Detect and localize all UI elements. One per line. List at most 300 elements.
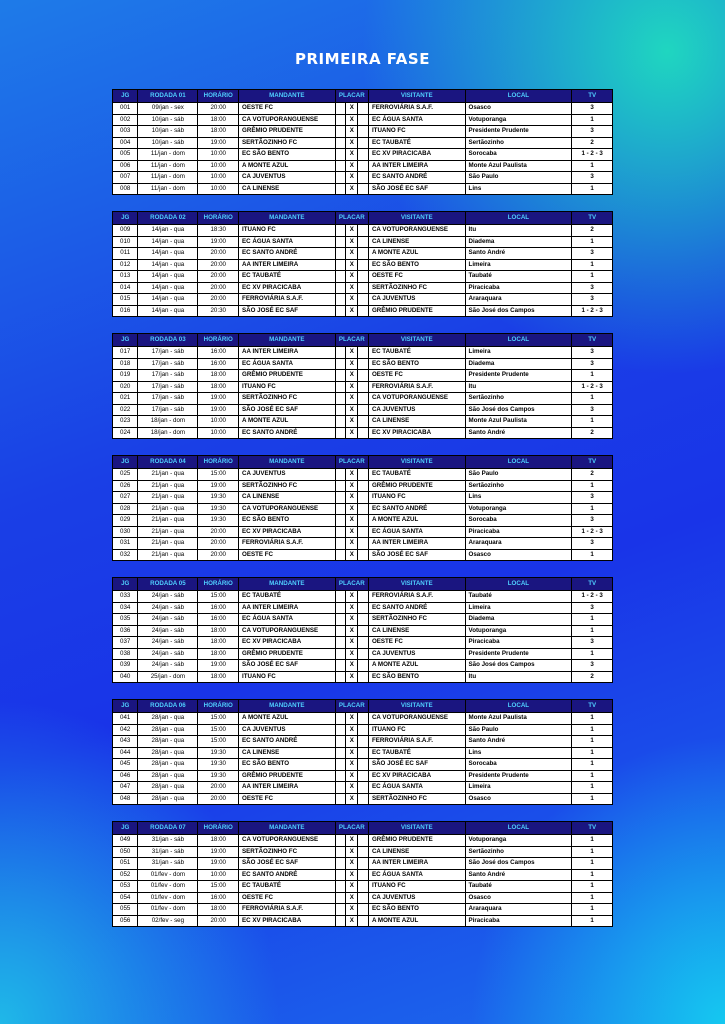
game-date: 28/jan - qua — [138, 725, 197, 736]
header-venue: LOCAL — [466, 578, 572, 590]
home-team: EC SÃO BENTO — [239, 515, 335, 526]
score: X — [336, 725, 368, 736]
round-header-row — [113, 90, 612, 102]
header-time: HORÁRIO — [198, 334, 238, 346]
game-date: 11/jan - dom — [138, 184, 197, 195]
header-tv: TV — [572, 334, 612, 346]
home-team: SÃO JOSÉ EC SAF — [239, 858, 335, 869]
header-time: HORÁRIO — [198, 822, 238, 834]
venue: Sorocaba — [466, 515, 572, 526]
game-row — [113, 725, 612, 736]
round-header-row — [113, 334, 612, 346]
game-date: 14/jan - qua — [138, 225, 197, 236]
game-time: 10:00 — [198, 870, 238, 881]
venue: Sertãozinho — [466, 393, 572, 404]
game-number: 016 — [113, 306, 137, 317]
game-date: 14/jan - qua — [138, 260, 197, 271]
away-team: CA LINENSE — [369, 626, 465, 637]
tv-channels: 1 — [572, 835, 612, 846]
home-team: AA INTER LIMEIRA — [239, 782, 335, 793]
game-time: 10:00 — [198, 184, 238, 195]
away-team: SERTÃOZINHO FC — [369, 283, 465, 294]
game-date: 24/jan - sáb — [138, 614, 197, 625]
venue: Taubaté — [466, 271, 572, 282]
home-team: EC SANTO ANDRÉ — [239, 248, 335, 259]
header-round: RODADA 05 — [138, 578, 197, 590]
game-date: 21/jan - qua — [138, 481, 197, 492]
away-team: EC ÁGUA SANTA — [369, 782, 465, 793]
game-time: 19:00 — [198, 847, 238, 858]
tv-channels: 1 — [572, 771, 612, 782]
away-team: EC SANTO ANDRÉ — [369, 603, 465, 614]
away-team: GRÊMIO PRUDENTE — [369, 835, 465, 846]
score: X — [336, 370, 368, 381]
game-date: 10/jan - sáb — [138, 138, 197, 149]
home-team: EC SÃO BENTO — [239, 149, 335, 160]
tv-channels: 1 — [572, 794, 612, 805]
header-round: RODADA 04 — [138, 456, 197, 468]
game-time: 20:30 — [198, 306, 238, 317]
home-team: EC TAUBATÉ — [239, 271, 335, 282]
game-time: 15:00 — [198, 591, 238, 602]
score: X — [336, 858, 368, 869]
game-time: 15:00 — [198, 725, 238, 736]
score: X — [336, 481, 368, 492]
tv-channels: 2 — [572, 428, 612, 439]
venue: Limeira — [466, 782, 572, 793]
game-time: 19:30 — [198, 748, 238, 759]
home-team: CA VOTUPORANGUENSE — [239, 626, 335, 637]
venue: Monte Azul Paulista — [466, 713, 572, 724]
game-date: 17/jan - sáb — [138, 393, 197, 404]
header-venue: LOCAL — [466, 822, 572, 834]
game-number: 035 — [113, 614, 137, 625]
tv-channels: 1 — [572, 260, 612, 271]
score: X — [336, 538, 368, 549]
game-date: 01/fev - dom — [138, 870, 197, 881]
home-team: EC XV PIRACICABA — [239, 637, 335, 648]
away-team: EC SANTO ANDRÉ — [369, 504, 465, 515]
game-number: 013 — [113, 271, 137, 282]
away-team: SÃO JOSÉ EC SAF — [369, 184, 465, 195]
header-venue: LOCAL — [466, 700, 572, 712]
tv-channels: 1 — [572, 416, 612, 427]
header-venue: LOCAL — [466, 90, 572, 102]
away-team: CA JUVENTUS — [369, 893, 465, 904]
score: X — [336, 614, 368, 625]
round-header-row — [113, 456, 612, 468]
header-score: PLACAR — [336, 456, 368, 468]
home-team: AA INTER LIMEIRA — [239, 603, 335, 614]
tv-channels: 1 - 2 - 3 — [572, 306, 612, 317]
tv-channels: 2 — [572, 469, 612, 480]
score: X — [336, 649, 368, 660]
home-team: GRÊMIO PRUDENTE — [239, 771, 335, 782]
game-date: 18/jan - dom — [138, 428, 197, 439]
home-team: OESTE FC — [239, 103, 335, 114]
game-number: 031 — [113, 538, 137, 549]
game-time: 16:00 — [198, 614, 238, 625]
tv-channels: 1 — [572, 736, 612, 747]
game-row — [113, 294, 612, 305]
tv-channels: 3 — [572, 359, 612, 370]
score: X — [336, 237, 368, 248]
game-number: 026 — [113, 481, 137, 492]
tv-channels: 1 — [572, 184, 612, 195]
score: X — [336, 172, 368, 183]
game-row — [113, 260, 612, 271]
header-time: HORÁRIO — [198, 456, 238, 468]
game-row — [113, 283, 612, 294]
away-team: AA INTER LIMEIRA — [369, 161, 465, 172]
game-date: 21/jan - qua — [138, 469, 197, 480]
game-date: 28/jan - qua — [138, 771, 197, 782]
game-time: 20:00 — [198, 527, 238, 538]
tv-channels: 1 — [572, 881, 612, 892]
game-number: 007 — [113, 172, 137, 183]
header-round: RODADA 02 — [138, 212, 197, 224]
game-date: 01/fev - dom — [138, 881, 197, 892]
tv-channels: 1 — [572, 893, 612, 904]
game-row — [113, 149, 612, 160]
venue: Osasco — [466, 794, 572, 805]
game-row — [113, 538, 612, 549]
home-team: SERTÃOZINHO FC — [239, 847, 335, 858]
game-number: 010 — [113, 237, 137, 248]
venue: São José dos Campos — [466, 306, 572, 317]
tv-channels: 1 — [572, 115, 612, 126]
venue: Sertãozinho — [466, 847, 572, 858]
tv-channels: 1 — [572, 713, 612, 724]
away-team: EC SÃO BENTO — [369, 260, 465, 271]
header-venue: LOCAL — [466, 212, 572, 224]
game-number: 032 — [113, 550, 137, 561]
venue: Taubaté — [466, 881, 572, 892]
game-date: 28/jan - qua — [138, 748, 197, 759]
game-row — [113, 469, 612, 480]
game-time: 18:00 — [198, 649, 238, 660]
game-row — [113, 504, 612, 515]
game-number: 006 — [113, 161, 137, 172]
tv-channels: 3 — [572, 405, 612, 416]
header-jg: JG — [113, 90, 137, 102]
venue: Lins — [466, 748, 572, 759]
away-team: SERTÃOZINHO FC — [369, 614, 465, 625]
score: X — [336, 637, 368, 648]
tv-channels: 2 — [572, 138, 612, 149]
tv-channels: 2 — [572, 225, 612, 236]
page-title: PRIMEIRA FASE — [295, 50, 430, 68]
game-date: 17/jan - sáb — [138, 382, 197, 393]
game-time: 18:30 — [198, 225, 238, 236]
venue: São José dos Campos — [466, 405, 572, 416]
home-team: EC ÁGUA SANTA — [239, 614, 335, 625]
away-team: CA LINENSE — [369, 237, 465, 248]
home-team: OESTE FC — [239, 794, 335, 805]
game-number: 017 — [113, 347, 137, 358]
venue: Santo André — [466, 736, 572, 747]
game-number: 015 — [113, 294, 137, 305]
away-team: EC TAUBATÉ — [369, 469, 465, 480]
header-away: VISITANTE — [369, 456, 465, 468]
home-team: A MONTE AZUL — [239, 713, 335, 724]
game-number: 029 — [113, 515, 137, 526]
score: X — [336, 904, 368, 915]
home-team: EC XV PIRACICABA — [239, 916, 335, 927]
game-number: 048 — [113, 794, 137, 805]
home-team: GRÊMIO PRUDENTE — [239, 649, 335, 660]
game-time: 16:00 — [198, 603, 238, 614]
home-team: SÃO JOSÉ EC SAF — [239, 660, 335, 671]
away-team: SÃO JOSÉ EC SAF — [369, 759, 465, 770]
game-time: 20:00 — [198, 294, 238, 305]
tv-channels: 3 — [572, 248, 612, 259]
game-number: 049 — [113, 835, 137, 846]
game-date: 31/jan - sáb — [138, 835, 197, 846]
score: X — [336, 504, 368, 515]
score: X — [336, 428, 368, 439]
home-team: AA INTER LIMEIRA — [239, 347, 335, 358]
venue: Presidente Prudente — [466, 126, 572, 137]
home-team: A MONTE AZUL — [239, 161, 335, 172]
game-row — [113, 550, 612, 561]
score: X — [336, 736, 368, 747]
score: X — [336, 916, 368, 927]
score: X — [336, 660, 368, 671]
home-team: FERROVIÁRIA S.A.F. — [239, 294, 335, 305]
game-row — [113, 614, 612, 625]
header-jg: JG — [113, 822, 137, 834]
game-date: 28/jan - qua — [138, 759, 197, 770]
home-team: CA JUVENTUS — [239, 725, 335, 736]
venue: Osasco — [466, 103, 572, 114]
game-date: 14/jan - qua — [138, 248, 197, 259]
game-number: 046 — [113, 771, 137, 782]
header-tv: TV — [572, 578, 612, 590]
away-team: A MONTE AZUL — [369, 248, 465, 259]
game-time: 16:00 — [198, 893, 238, 904]
score: X — [336, 103, 368, 114]
game-row — [113, 225, 612, 236]
header-tv: TV — [572, 90, 612, 102]
home-team: A MONTE AZUL — [239, 416, 335, 427]
game-row — [113, 161, 612, 172]
game-number: 039 — [113, 660, 137, 671]
venue: Lins — [466, 492, 572, 503]
game-row — [113, 271, 612, 282]
game-date: 28/jan - qua — [138, 713, 197, 724]
game-row — [113, 881, 612, 892]
game-time: 20:00 — [198, 271, 238, 282]
header-score: PLACAR — [336, 578, 368, 590]
venue: Taubaté — [466, 591, 572, 602]
game-date: 24/jan - sáb — [138, 649, 197, 660]
home-team: ITUANO FC — [239, 672, 335, 683]
away-team: OESTE FC — [369, 637, 465, 648]
game-row — [113, 103, 612, 114]
score: X — [336, 626, 368, 637]
venue: Santo André — [466, 870, 572, 881]
header-away: VISITANTE — [369, 212, 465, 224]
game-number: 034 — [113, 603, 137, 614]
game-date: 28/jan - qua — [138, 794, 197, 805]
game-time: 10:00 — [198, 416, 238, 427]
away-team: CA JUVENTUS — [369, 649, 465, 660]
away-team: CA LINENSE — [369, 847, 465, 858]
away-team: EC SÃO BENTO — [369, 359, 465, 370]
home-team: SÃO JOSÉ EC SAF — [239, 405, 335, 416]
game-time: 15:00 — [198, 469, 238, 480]
away-team: EC ÁGUA SANTA — [369, 115, 465, 126]
header-jg: JG — [113, 578, 137, 590]
score: X — [336, 550, 368, 561]
header-round: RODADA 06 — [138, 700, 197, 712]
game-date: 24/jan - sáb — [138, 603, 197, 614]
round-table — [112, 821, 613, 927]
away-team: ITUANO FC — [369, 126, 465, 137]
game-time: 10:00 — [198, 428, 238, 439]
game-row — [113, 637, 612, 648]
game-number: 036 — [113, 626, 137, 637]
game-row — [113, 306, 612, 317]
round-table — [112, 333, 613, 439]
away-team: EC TAUBATÉ — [369, 347, 465, 358]
away-team: CA VOTUPORANGUENSE — [369, 713, 465, 724]
game-number: 011 — [113, 248, 137, 259]
header-round: RODADA 03 — [138, 334, 197, 346]
away-team: EC TAUBATÉ — [369, 138, 465, 149]
venue: Votuporanga — [466, 835, 572, 846]
venue: Monte Azul Paulista — [466, 416, 572, 427]
tv-channels: 3 — [572, 603, 612, 614]
score: X — [336, 759, 368, 770]
venue: Diadema — [466, 237, 572, 248]
score: X — [336, 748, 368, 759]
game-date: 14/jan - qua — [138, 306, 197, 317]
home-team: CA VOTUPORANGUENSE — [239, 835, 335, 846]
tv-channels: 1 — [572, 748, 612, 759]
away-team: ITUANO FC — [369, 492, 465, 503]
venue: Santo André — [466, 428, 572, 439]
home-team: EC XV PIRACICABA — [239, 527, 335, 538]
game-time: 19:00 — [198, 138, 238, 149]
venue: Presidente Prudente — [466, 649, 572, 660]
tv-channels: 3 — [572, 492, 612, 503]
score: X — [336, 603, 368, 614]
venue: São Paulo — [466, 469, 572, 480]
game-time: 19:30 — [198, 759, 238, 770]
home-team: SERTÃOZINHO FC — [239, 481, 335, 492]
away-team: FERROVIÁRIA S.A.F. — [369, 382, 465, 393]
home-team: EC TAUBATÉ — [239, 591, 335, 602]
home-team: EC SANTO ANDRÉ — [239, 428, 335, 439]
game-number: 008 — [113, 184, 137, 195]
away-team: OESTE FC — [369, 271, 465, 282]
venue: Limeira — [466, 347, 572, 358]
tv-channels: 2 — [572, 672, 612, 683]
round-table — [112, 699, 613, 805]
game-number: 020 — [113, 382, 137, 393]
home-team: CA LINENSE — [239, 492, 335, 503]
home-team: GRÊMIO PRUDENTE — [239, 126, 335, 137]
game-number: 002 — [113, 115, 137, 126]
game-date: 02/fev - seg — [138, 916, 197, 927]
game-row — [113, 382, 612, 393]
game-row — [113, 626, 612, 637]
tv-channels: 1 — [572, 870, 612, 881]
home-team: CA VOTUPORANGUENSE — [239, 115, 335, 126]
score: X — [336, 794, 368, 805]
header-tv: TV — [572, 456, 612, 468]
venue: São José dos Campos — [466, 858, 572, 869]
game-date: 01/fev - dom — [138, 904, 197, 915]
home-team: SERTÃOZINHO FC — [239, 393, 335, 404]
game-row — [113, 126, 612, 137]
game-time: 16:00 — [198, 359, 238, 370]
game-number: 030 — [113, 527, 137, 538]
game-date: 11/jan - dom — [138, 149, 197, 160]
game-row — [113, 347, 612, 358]
score: X — [336, 248, 368, 259]
venue: Araraquara — [466, 294, 572, 305]
game-row — [113, 515, 612, 526]
game-time: 18:00 — [198, 835, 238, 846]
away-team: EC XV PIRACICABA — [369, 428, 465, 439]
score: X — [336, 870, 368, 881]
header-score: PLACAR — [336, 334, 368, 346]
game-row — [113, 904, 612, 915]
home-team: CA JUVENTUS — [239, 469, 335, 480]
game-row — [113, 782, 612, 793]
score: X — [336, 359, 368, 370]
tv-channels: 3 — [572, 126, 612, 137]
header-jg: JG — [113, 456, 137, 468]
tv-channels: 3 — [572, 515, 612, 526]
game-date: 24/jan - sáb — [138, 591, 197, 602]
game-number: 033 — [113, 591, 137, 602]
away-team: CA JUVENTUS — [369, 294, 465, 305]
venue: Piracicaba — [466, 637, 572, 648]
venue: Osasco — [466, 893, 572, 904]
game-time: 10:00 — [198, 149, 238, 160]
game-time: 19:00 — [198, 481, 238, 492]
header-tv: TV — [572, 700, 612, 712]
score: X — [336, 492, 368, 503]
game-date: 14/jan - qua — [138, 271, 197, 282]
header-venue: LOCAL — [466, 334, 572, 346]
game-time: 18:00 — [198, 637, 238, 648]
away-team: EC TAUBATÉ — [369, 748, 465, 759]
game-date: 10/jan - sáb — [138, 115, 197, 126]
game-number: 050 — [113, 847, 137, 858]
score: X — [336, 847, 368, 858]
tv-channels: 3 — [572, 283, 612, 294]
tv-channels: 1 — [572, 370, 612, 381]
game-time: 10:00 — [198, 172, 238, 183]
header-tv: TV — [572, 822, 612, 834]
game-number: 041 — [113, 713, 137, 724]
score: X — [336, 260, 368, 271]
venue: Osasco — [466, 550, 572, 561]
score: X — [336, 469, 368, 480]
game-time: 20:00 — [198, 550, 238, 561]
game-number: 022 — [113, 405, 137, 416]
venue: Itu — [466, 225, 572, 236]
game-number: 044 — [113, 748, 137, 759]
venue: Sertãozinho — [466, 481, 572, 492]
game-time: 18:00 — [198, 672, 238, 683]
away-team: FERROVIÁRIA S.A.F. — [369, 103, 465, 114]
